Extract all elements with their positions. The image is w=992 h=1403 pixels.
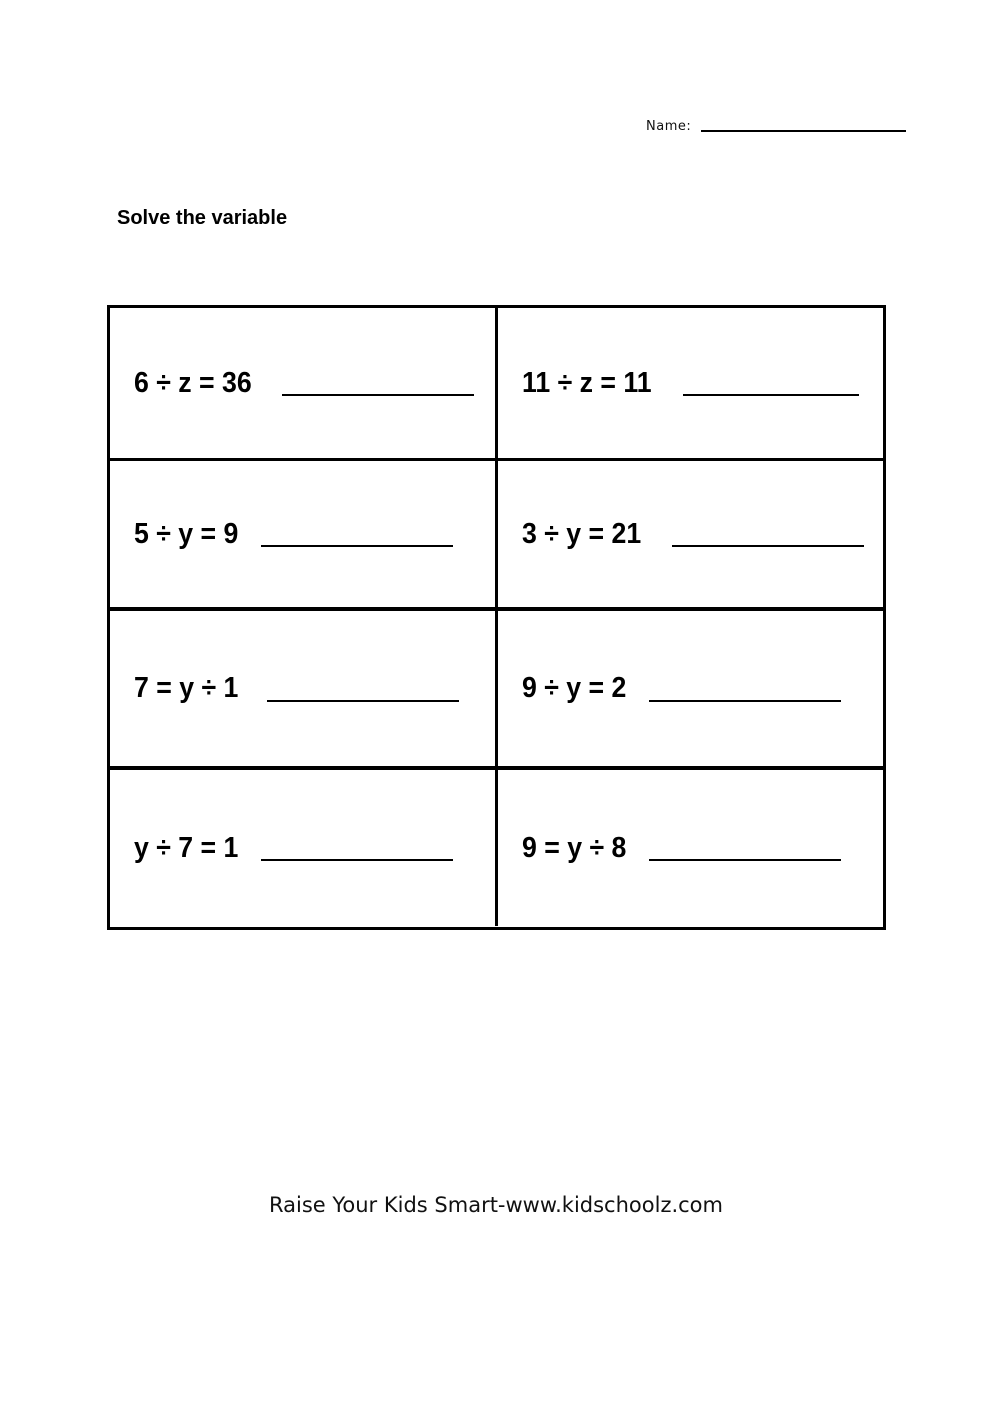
answer-line[interactable] xyxy=(672,545,864,547)
problem-equation: 5 ÷ y = 9 xyxy=(134,517,239,550)
problem-equation: 9 = y ÷ 8 xyxy=(522,831,627,864)
problem-cell-1 xyxy=(110,308,498,458)
answer-line[interactable] xyxy=(261,545,453,547)
worksheet-title: Solve the variable xyxy=(117,207,288,229)
answer-line[interactable] xyxy=(282,394,474,396)
answer-line[interactable] xyxy=(683,394,859,396)
problem-equation: y ÷ 7 = 1 xyxy=(134,831,239,864)
problem-cell-5 xyxy=(110,607,498,766)
answer-line[interactable] xyxy=(267,700,459,702)
answer-line[interactable] xyxy=(261,859,453,861)
problem-cell-7 xyxy=(110,766,498,926)
problem-cell-8 xyxy=(498,766,883,926)
problem-grid xyxy=(107,305,886,930)
problem-equation: 11 ÷ z = 11 xyxy=(522,366,652,399)
footer-text: Raise Your Kids Smart-www.kidschoolz.com xyxy=(268,1193,723,1217)
problem-cell-2 xyxy=(498,308,883,458)
problem-cell-3 xyxy=(110,458,498,607)
name-field xyxy=(646,119,906,134)
answer-line[interactable] xyxy=(649,859,841,861)
problem-cell-4 xyxy=(498,458,883,607)
name-answer-line[interactable] xyxy=(701,130,906,132)
problem-equation: 3 ÷ y = 21 xyxy=(522,517,642,550)
problem-equation: 7 = y ÷ 1 xyxy=(134,672,239,704)
answer-line[interactable] xyxy=(649,700,841,702)
problem-equation: 9 ÷ y = 2 xyxy=(522,672,627,704)
problem-equation: 6 ÷ z = 36 xyxy=(134,366,252,399)
name-label: Name: xyxy=(646,119,692,134)
problem-cell-6 xyxy=(498,607,883,766)
